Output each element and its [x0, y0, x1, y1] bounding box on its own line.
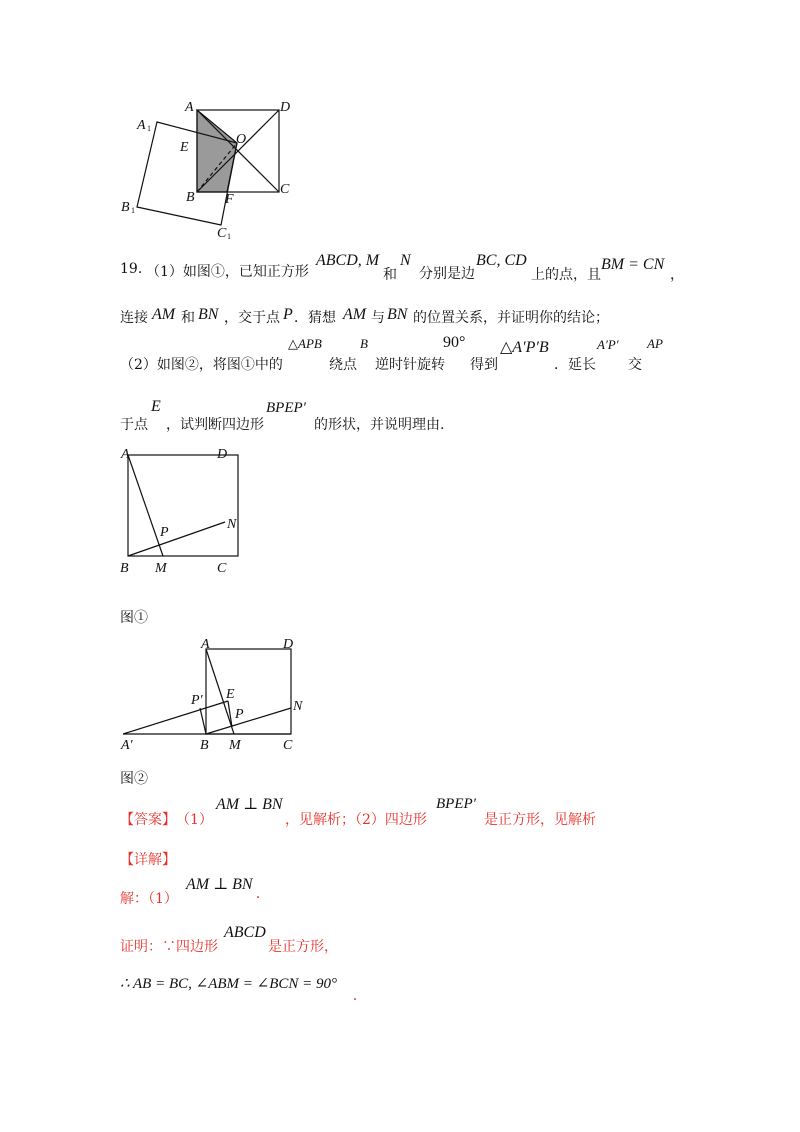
label-A1: A — [137, 118, 146, 133]
math: E — [151, 398, 161, 415]
math: . — [353, 987, 357, 1004]
text: （2）如图②，将图①中的 — [120, 357, 283, 373]
label-D: D — [280, 100, 291, 115]
answer-tag: 【答案】 — [120, 812, 176, 828]
math: BC, CD — [476, 252, 527, 269]
label-P1: P′ — [191, 693, 203, 708]
math: AM ⊥ BN — [216, 796, 283, 813]
label-B1: B — [121, 200, 130, 215]
text: ， — [670, 267, 684, 283]
label-F: F — [225, 192, 234, 207]
problem-number: 19. — [120, 261, 143, 277]
text: 逆时针旋转 — [375, 357, 445, 373]
segment-bn — [128, 522, 225, 556]
square-abcd — [128, 455, 238, 556]
math: △APB — [288, 336, 322, 351]
math: P — [283, 306, 293, 323]
text: 的位置关系，并证明你的结论； — [413, 310, 609, 326]
figure-top — [115, 95, 305, 245]
math: BN — [198, 306, 219, 323]
figure-1-caption: 图① — [120, 610, 148, 626]
label-O: O — [236, 132, 247, 147]
text: 得到 — [470, 357, 498, 373]
label-P: P — [235, 707, 244, 722]
text: ，交于点 — [224, 310, 280, 326]
text: 上的点，且 — [531, 267, 601, 283]
math: A′P′ — [597, 337, 619, 352]
text: （1）如图①，已知正方形 — [146, 264, 309, 280]
math: △A′P′B — [500, 339, 549, 356]
text: 解：（1） — [120, 891, 178, 907]
label-C: C — [217, 561, 227, 576]
label-B1-sub: 1 — [131, 206, 135, 215]
text: 证明：∵四边形 — [120, 939, 218, 955]
text: （1） — [176, 812, 213, 828]
segment-bn — [206, 708, 291, 734]
label-M: M — [155, 561, 167, 576]
label-C1-sub: 1 — [227, 232, 231, 241]
text: ，试判断四边形 — [166, 417, 264, 433]
segment-am — [128, 455, 163, 556]
text: 是正方形，见解析 — [484, 812, 596, 828]
math: . — [256, 885, 260, 902]
math: AP — [647, 336, 663, 351]
text: 分别是边 — [419, 266, 475, 282]
label-A: A — [121, 447, 130, 462]
label-D: D — [283, 637, 294, 652]
math: BN — [387, 306, 408, 323]
text: ．猜想 — [294, 310, 336, 326]
label-N: N — [293, 699, 303, 714]
text: 绕点 — [329, 357, 357, 373]
segment-bp1 — [200, 708, 206, 734]
math: AM — [343, 306, 367, 323]
label-B: B — [186, 190, 195, 205]
label-A1-sub: 1 — [147, 124, 151, 133]
math: BPEP′ — [266, 400, 306, 416]
label-E: E — [180, 140, 189, 155]
label-M: M — [229, 738, 241, 753]
figure-1 — [115, 440, 275, 580]
text: 是正方形， — [268, 939, 338, 955]
label-D: D — [217, 447, 228, 462]
figure-2 — [115, 632, 315, 762]
label-A: A — [185, 100, 194, 115]
math: 90° — [443, 334, 466, 351]
math: BPEP′ — [436, 796, 476, 812]
text: 和 — [181, 310, 195, 326]
label-A: A — [201, 637, 210, 652]
math: AM ⊥ BN — [186, 876, 253, 893]
text: 交 — [628, 357, 642, 373]
figure-2-caption: 图② — [120, 771, 148, 787]
text: ．延长 — [554, 357, 596, 373]
text: ，见解析；（2）四边形 — [285, 812, 427, 828]
label-P: P — [160, 525, 169, 540]
math: N — [400, 252, 411, 269]
text: 与 — [371, 310, 385, 326]
label-E: E — [226, 687, 235, 702]
shaded-region — [197, 110, 237, 192]
math: ABCD — [224, 924, 266, 941]
label-N: N — [227, 517, 237, 532]
text: 的形状，并说明理由. — [314, 417, 445, 433]
label-C1: C — [217, 226, 227, 241]
math: ∴ AB = BC, ∠ABM = ∠BCN = 90° — [120, 976, 338, 992]
label-B: B — [200, 738, 209, 753]
math: B — [360, 336, 368, 351]
math: BM = CN — [601, 256, 665, 273]
detail-tag: 【详解】 — [120, 852, 176, 868]
label-B: B — [120, 561, 129, 576]
label-C: C — [280, 182, 290, 197]
label-A1: A′ — [121, 738, 133, 753]
segment-a1e — [123, 701, 228, 734]
text: 连接 — [120, 310, 148, 326]
label-C: C — [283, 738, 293, 753]
math: ABCD, M — [316, 252, 380, 269]
text: 和 — [383, 267, 397, 283]
math: AM — [152, 306, 176, 323]
text: 于点 — [120, 417, 148, 433]
